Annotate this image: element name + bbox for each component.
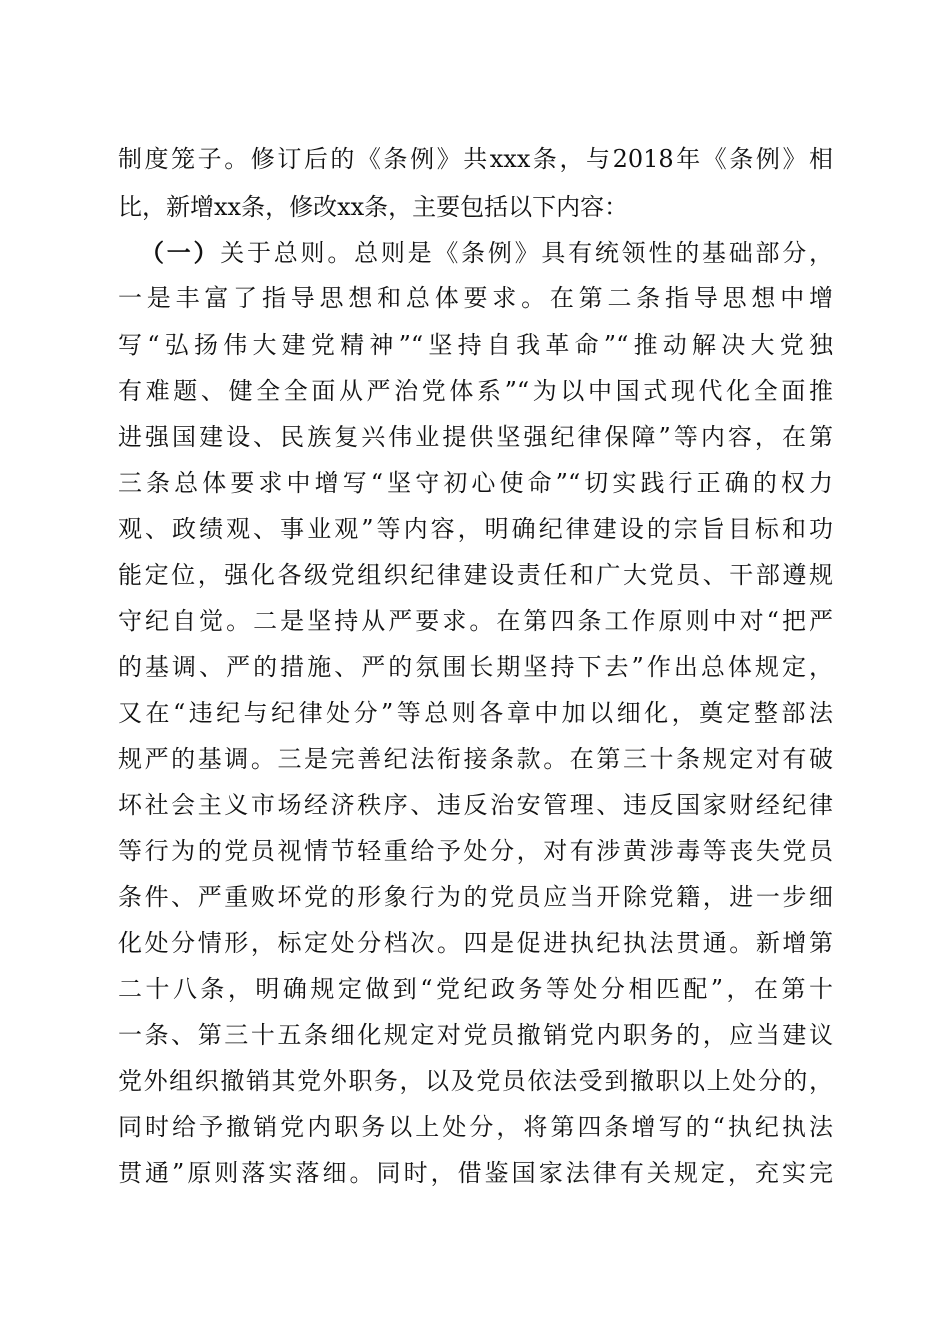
text-line-11: 守纪自觉。二是坚持从严要求。在第四条工作原则中对“把严 xyxy=(118,607,833,635)
section-heading-number: （一） xyxy=(140,238,221,267)
text-line-23: 贯通”原则落实落细。同时，借鉴国家法律有关规定，充实完 xyxy=(118,1159,833,1187)
section-heading-text: 关于总则。总则是《条例》具有统领性的基础部分， xyxy=(220,239,833,267)
text-line-16: 等行为的党员视情节轻重给予处分，对有涉黄涉毒等丧失党员 xyxy=(118,837,833,865)
text-line-1: 制度笼子。修订后的《条例》共xxx条，与2018年《条例》相 xyxy=(118,145,833,173)
text-line-12: 的基调、严的措施、严的氛围长期坚持下去”作出总体规定， xyxy=(118,653,833,681)
text-line-8: 三条总体要求中增写“坚守初心使命”“切实践行正确的权力 xyxy=(118,469,833,497)
text-line-21: 党外组织撤销其党外职务，以及党员依法受到撤职以上处分的， xyxy=(118,1067,833,1095)
text-line-4: 一是丰富了指导思想和总体要求。在第二条指导思想中增 xyxy=(118,284,833,312)
text-line-14: 规严的基调。三是完善纪法衔接条款。在第三十条规定对有破 xyxy=(118,745,833,773)
text-line-7: 进强国建设、民族复兴伟业提供坚强纪律保障”等内容，在第 xyxy=(118,423,833,451)
section-line-1 xyxy=(140,234,833,272)
text-line-18: 化处分情形，标定处分档次。四是促进执纪执法贯通。新增第 xyxy=(118,929,833,957)
text-line-6: 有难题、健全全面从严治党体系”“为以中国式现代化全面推 xyxy=(118,377,833,405)
text-line-17: 条件、严重败坏党的形象行为的党员应当开除党籍，进一步细 xyxy=(118,883,833,911)
text-line-22: 同时给予撤销党内职务以上处分，将第四条增写的“执纪执法 xyxy=(118,1113,833,1141)
text-line-5: 写“弘扬伟大建党精神”“坚持自我革命”“推动解决大党独 xyxy=(118,331,833,359)
text-line-2: 比，新增xx条，修改xx条，主要包括以下内容： xyxy=(118,193,629,221)
text-line-10: 能定位，强化各级党组织纪律建设责任和广大党员、干部遵规 xyxy=(118,561,833,589)
text-line-9: 观、政绩观、事业观”等内容，明确纪律建设的宗旨目标和功 xyxy=(118,515,833,543)
text-line-19: 二十八条，明确规定做到“党纪政务等处分相匹配”，在第十 xyxy=(118,975,833,1003)
text-line-20: 一条、第三十五条细化规定对党员撤销党内职务的，应当建议 xyxy=(118,1021,833,1049)
text-line-15: 坏社会主义市场经济秩序、违反治安管理、违反国家财经纪律 xyxy=(118,791,833,819)
text-line-13: 又在“违纪与纪律处分”等总则各章中加以细化，奠定整部法 xyxy=(118,699,833,727)
